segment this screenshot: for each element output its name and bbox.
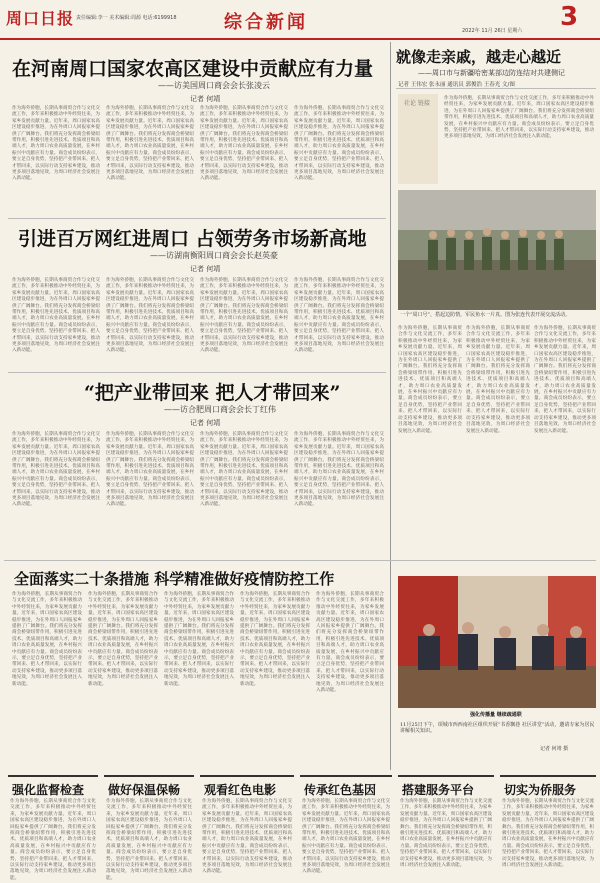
article4-col5: 作为海外侨胞，长期从事商贸合作与文化交流工作，多年来积极推动中外经贸往来，为家乡发展贡献力量。近年来，周口国家农高区建设稳步推进，为在外周口人回报家乡提供了广阔舞台。我们将充分发挥商会桥梁纽带作用，积极引进先进技术、优质项目和高端人才，助力周口农业高质量发展，在乡村振兴中贡献应有力量。商会成员纷纷表示，要立足自身优势，坚持把产业带回来、把人才带回来，以实际行动支持家乡建设，推动更多项目落地见效，为周口经济社会发展注入新动能。 bbox=[316, 592, 384, 694]
article4-col3: 作为海外侨胞，长期从事商贸合作与文化交流工作，多年来积极推动中外经贸往来，为家乡发展贡献力量。近年来，周口国家农高区建设稳步推进，为在外周口人回报家乡提供了广阔舞台。我们将充分发挥商会桥梁纽带作用，积极引进先进技术、优质项目和高端人才，助力周口农业高质量发展，在乡村振兴中贡献应有力量。商会成员纷纷表示，要立足自身优势，坚持把产业带回来、把人才带回来，以实际行动支持家乡建设，推动更多项目落地见效，为周口经济社会发展注入新动能。 bbox=[164, 592, 234, 687]
article1-col4: 作为海外侨胞，长期从事商贸合作与文化交流工作，多年来积极推动中外经贸往来，为家乡发展贡献力量。近年来，周口国家农高区建设稳步推进，为在外周口人回报家乡提供了广阔舞台。我们将充分发挥商会桥梁纽带作用，积极引进先进技术、优质项目和高端人才，助力周口农业高质量发展，在乡村振兴中贡献应有力量。商会成员纷纷表示，要立足自身优势，坚持把产业带回来、把人才带回来，以实际行动支持家乡建设，推动更多项目落地见效，为周口经济社会发展注入新动能。 bbox=[294, 106, 384, 182]
article2-byline: 记者 何靖 bbox=[190, 265, 221, 273]
article3-col1: 作为海外侨胞，长期从事商贸合作与文化交流工作，多年来积极推动中外经贸往来，为家乡发展贡献力量。近年来，周口国家农高区建设稳步推进，为在外周口人回报家乡提供了广阔舞台。我们将充分发挥商会桥梁纽带作用，积极引进先进技术、优质项目和高端人才，助力周口农业高质量发展，在乡村振兴中贡献应有力量。商会成员纷纷表示，要立足自身优势，坚持把产业带回来、把人才带回来，以实际行动支持家乡建设，推动更多项目落地见效，为周口经济社会发展注入新动能。 bbox=[12, 432, 100, 508]
article1-col1: 作为海外侨胞，长期从事商贸合作与文化交流工作，多年来积极推动中外经贸往来，为家乡发展贡献力量。近年来，周口国家农高区建设稳步推进，为在外周口人回报家乡提供了广阔舞台。我们将充分发挥商会桥梁纽带作用，积极引进先进技术、优质项目和高端人才，助力周口农业高质量发展，在乡村振兴中贡献应有力量。商会成员纷纷表示，要立足自身优势，坚持把产业带回来、把人才带回来，以实际行动支持家乡建设，推动更多项目落地见效，为周口经济社会发展注入新动能。 bbox=[12, 106, 100, 182]
sidebar-label-box bbox=[398, 94, 438, 184]
divider bbox=[8, 218, 386, 219]
article3-col3: 作为海外侨胞，长期从事商贸合作与文化交流工作，多年来积极推动中外经贸往来，为家乡发展贡献力量。近年来，周口国家农高区建设稳步推进，为在外周口人回报家乡提供了广阔舞台。我们将充分发挥商会桥梁纽带作用，积极引进先进技术、优质项目和高端人才，助力周口农业高质量发展，在乡村振兴中贡献应有力量。商会成员纷纷表示，要立足自身优势，坚持把产业带回来、把人才带回来，以实际行动支持家乡建设，推动更多项目落地见效，为周口经济社会发展注入新动能。 bbox=[200, 432, 288, 508]
page-number: 3 bbox=[560, 2, 579, 32]
article2-title: 引进百万网红进周口 占领劳务市场新高地 bbox=[18, 228, 367, 250]
sidebar-title: 就像走亲戚，越走心越近 bbox=[396, 48, 562, 66]
bottom-text-4: 作为海外侨胞，长期从事商贸合作与文化交流工作，多年来积极推动中外经贸往来，为家乡发展贡献力量。近年来，周口国家农高区建设稳步推进，为在外周口人回报家乡提供了广阔舞台。我们将充分发挥商会桥梁纽带作用，积极引进先进技术、优质项目和高端人才，助力周口农业高质量发展，在乡村振兴中贡献应有力量。商会成员纷纷表示，要立足自身优势，坚持把产业带回来、把人才带回来，以实际行动支持家乡建设，推动更多项目落地见效，为周口经济社会发展注入新动能。 bbox=[302, 799, 390, 875]
sidebar-col1: 作为海外侨胞，长期从事商贸合作与文化交流工作，多年来积极推动中外经贸往来，为家乡发展贡献力量。近年来，周口国家农高区建设稳步推进，为在外周口人回报家乡提供了广阔舞台。我们将充分发挥商会桥梁纽带作用，积极引进先进技术、优质项目和高端人才，助力周口农业高质量发展，在乡村振兴中贡献应有力量。商会成员纷纷表示，要立足自身优势，坚持把产业带回来、把人才带回来，以实际行动支持家乡建设，推动更多项目落地见效，为周口经济社会发展注入新动能。 bbox=[398, 326, 462, 434]
bottom-text-3: 作为海外侨胞，长期从事商贸合作与文化交流工作，多年来积极推动中外经贸往来，为家乡发展贡献力量。近年来，周口国家农高区建设稳步推进，为在外周口人回报家乡提供了广阔舞台。我们将充分发挥商会桥梁纽带作用，积极引进先进技术、优质项目和高端人才，助力周口农业高质量发展，在乡村振兴中贡献应有力量。商会成员纷纷表示，要立足自身优势，坚持把产业带回来、把人才带回来，以实际行动支持家乡建设，推动更多项目落地见效，为周口经济社会发展注入新动能。 bbox=[202, 799, 292, 875]
article3-title: “把产业带回来 把人才带回来” bbox=[84, 382, 341, 404]
article3-col2: 作为海外侨胞，长期从事商贸合作与文化交流工作，多年来积极推动中外经贸往来，为家乡发展贡献力量。近年来，周口国家农高区建设稳步推进，为在外周口人回报家乡提供了广阔舞台。我们将充分发挥商会桥梁纽带作用，积极引进先进技术、优质项目和高端人才，助力周口农业高质量发展，在乡村振兴中贡献应有力量。商会成员纷纷表示，要立足自身优势，坚持把产业带回来、把人才带回来，以实际行动支持家乡建设，推动更多项目落地见效，为周口经济社会发展注入新动能。 bbox=[106, 432, 194, 508]
sidebar-col3: 作为海外侨胞，长期从事商贸合作与文化交流工作，多年来积极推动中外经贸往来，为家乡发展贡献力量。近年来，周口国家农高区建设稳步推进，为在外周口人回报家乡提供了广阔舞台。我们将充分发挥商会桥梁纽带作用，积极引进先进技术、优质项目和高端人才，助力周口农业高质量发展，在乡村振兴中贡献应有力量。商会成员纷纷表示，要立足自身优势，坚持把产业带回来、把人才带回来，以实际行动支持家乡建设，推动更多项目落地见效，为周口经济社会发展注入新动能。 bbox=[534, 326, 596, 434]
sidebar-subtitle: ——周口市与新疆哈密某部边防连结对共建侧记 bbox=[418, 69, 565, 77]
bottom-article-6 bbox=[500, 775, 596, 881]
bottom-article-1 bbox=[8, 775, 98, 881]
sidebar-photo2-credit: 记者 何靖 摄 bbox=[540, 746, 569, 752]
article1-col2: 作为海外侨胞，长期从事商贸合作与文化交流工作，多年来积极推动中外经贸往来，为家乡发展贡献力量。近年来，周口国家农高区建设稳步推进，为在外周口人回报家乡提供了广阔舞台。我们将充分发挥商会桥梁纽带作用，积极引进先进技术、优质项目和高端人才，助力周口农业高质量发展，在乡村振兴中贡献应有力量。商会成员纷纷表示，要立足自身优势，坚持把产业带回来、把人才带回来，以实际行动支持家乡建设，推动更多项目落地见效，为周口经济社会发展注入新动能。 bbox=[106, 106, 194, 182]
section-title: 综合新闻 bbox=[224, 12, 308, 33]
article4-col1: 作为海外侨胞，长期从事商贸合作与文化交流工作，多年来积极推动中外经贸往来，为家乡发展贡献力量。近年来，周口国家农高区建设稳步推进，为在外周口人回报家乡提供了广阔舞台。我们将充分发挥商会桥梁纽带作用，积极引进先进技术、优质项目和高端人才，助力周口农业高质量发展，在乡村振兴中贡献应有力量。商会成员纷纷表示，要立足自身优势，坚持把产业带回来、把人才带回来，以实际行动支持家乡建设，推动更多项目落地见效，为周口经济社会发展注入新动能。 bbox=[12, 592, 82, 687]
article1-subtitle: ——访美国周口商会会长张凌云 bbox=[158, 81, 270, 90]
bottom-article-5 bbox=[398, 775, 494, 881]
bottom-article-2 bbox=[104, 775, 194, 881]
bottom-text-2: 作为海外侨胞，长期从事商贸合作与文化交流工作，多年来积极推动中外经贸往来，为家乡发展贡献力量。近年来，周口国家农高区建设稳步推进，为在外周口人回报家乡提供了广阔舞台。我们将充分发挥商会桥梁纽带作用，积极引进先进技术、优质项目和高端人才，助力周口农业高质量发展，在乡村振兴中贡献应有力量。商会成员纷纷表示，要立足自身优势，坚持把产业带回来、把人才带回来，以实际行动支持家乡建设，推动更多项目落地见效，为周口经济社会发展注入新动能。 bbox=[106, 799, 192, 881]
bottom-title-3: 观看红色电影 bbox=[204, 783, 277, 797]
bottom-text-1: 作为海外侨胞，长期从事商贸合作与文化交流工作，多年来积极推动中外经贸往来，为家乡发展贡献力量。近年来，周口国家农高区建设稳步推进，为在外周口人回报家乡提供了广阔舞台。我们将充分发挥商会桥梁纽带作用，积极引进先进技术、优质项目和高端人才，助力周口农业高质量发展，在乡村振兴中贡献应有力量。商会成员纷纷表示，要立足自身优势，坚持把产业带回来、把人才带回来，以实际行动支持家乡建设，推动更多项目落地见效，为周口经济社会发展注入新动能。 bbox=[10, 799, 96, 881]
bottom-text-5: 作为海外侨胞，长期从事商贸合作与文化交流工作，多年来积极推动中外经贸往来，为家乡发展贡献力量。近年来，周口国家农高区建设稳步推进，为在外周口人回报家乡提供了广阔舞台。我们将充分发挥商会桥梁纽带作用，积极引进先进技术、优质项目和高端人才，助力周口农业高质量发展，在乡村振兴中贡献应有力量。商会成员纷纷表示，要立足自身优势，坚持把产业带回来、把人才带回来，以实际行动支持家乡建设，推动更多项目落地见效，为周口经济社会发展注入新动能。 bbox=[400, 799, 492, 869]
sidebar-byline: 记者 王伟宏 张永丽 通讯员 郭俊浩 王春光 文/图 bbox=[398, 82, 515, 88]
sidebar-intro-rule bbox=[396, 88, 596, 90]
bottom-title-6: 切实为侨服务 bbox=[504, 783, 577, 797]
sidebar-photo-classroom bbox=[398, 576, 596, 708]
article2-col1: 作为海外侨胞，长期从事商贸合作与文化交流工作，多年来积极推动中外经贸往来，为家乡发展贡献力量。近年来，周口国家农高区建设稳步推进，为在外周口人回报家乡提供了广阔舞台。我们将充分发挥商会桥梁纽带作用，积极引进先进技术、优质项目和高端人才，助力周口农业高质量发展，在乡村振兴中贡献应有力量。商会成员纷纷表示，要立足自身优势，坚持把产业带回来、把人才带回来，以实际行动支持家乡建设，推动更多项目落地见效，为周口经济社会发展注入新动能。 bbox=[12, 278, 100, 354]
sidebar-label: 社论 链接 bbox=[404, 100, 430, 107]
article2-col3: 作为海外侨胞，长期从事商贸合作与文化交流工作，多年来积极推动中外经贸往来，为家乡发展贡献力量。近年来，周口国家农高区建设稳步推进，为在外周口人回报家乡提供了广阔舞台。我们将充分发挥商会桥梁纽带作用，积极引进先进技术、优质项目和高端人才，助力周口农业高质量发展，在乡村振兴中贡献应有力量。商会成员纷纷表示，要立足自身优势，坚持把产业带回来、把人才带回来，以实际行动支持家乡建设，推动更多项目落地见效，为周口经济社会发展注入新动能。 bbox=[200, 278, 288, 354]
article2-col4: 作为海外侨胞，长期从事商贸合作与文化交流工作，多年来积极推动中外经贸往来，为家乡发展贡献力量。近年来，周口国家农高区建设稳步推进，为在外周口人回报家乡提供了广阔舞台。我们将充分发挥商会桥梁纽带作用，积极引进先进技术、优质项目和高端人才，助力周口农业高质量发展，在乡村振兴中贡献应有力量。商会成员纷纷表示，要立足自身优势，坚持把产业带回来、把人才带回来，以实际行动支持家乡建设，推动更多项目落地见效，为周口经济社会发展注入新动能。 bbox=[294, 278, 384, 354]
bottom-title-2: 做好保温保畅 bbox=[108, 783, 181, 797]
masthead bbox=[0, 0, 600, 40]
divider bbox=[8, 372, 386, 373]
sidebar-photo2-caption: 11月25日下午，项城市西西南社区组织开展“书香飘巷 社区讲堂”活动，邀请专家为居民讲解相关知识。 bbox=[400, 722, 595, 734]
bottom-title-5: 搭建服务平台 bbox=[402, 783, 475, 797]
bottom-article-3 bbox=[200, 775, 294, 881]
sidebar-photo2-tag: 强化传播量 继续疏通联 bbox=[470, 712, 522, 718]
article3-subtitle: ——访合肥周口商会会长丁红伟 bbox=[164, 405, 276, 414]
article1-byline: 记者 何靖 bbox=[190, 95, 221, 103]
newspaper-logo: 周口日报 bbox=[6, 9, 75, 28]
bottom-article-4 bbox=[300, 775, 392, 881]
article2-subtitle: ——访湖南衡阳周口商会会长赵英豪 bbox=[150, 251, 278, 260]
article4-col4: 作为海外侨胞，长期从事商贸合作与文化交流工作，多年来积极推动中外经贸往来，为家乡发展贡献力量。近年来，周口国家农高区建设稳步推进，为在外周口人回报家乡提供了广阔舞台。我们将充分发挥商会桥梁纽带作用，积极引进先进技术、优质项目和高端人才，助力周口农业高质量发展，在乡村振兴中贡献应有力量。商会成员纷纷表示，要立足自身优势，坚持把产业带回来、把人才带回来，以实际行动支持家乡建设，推动更多项目落地见效，为周口经济社会发展注入新动能。 bbox=[240, 592, 310, 687]
column-divider bbox=[390, 42, 391, 770]
article4-col2: 作为海外侨胞，长期从事商贸合作与文化交流工作，多年来积极推动中外经贸往来，为家乡发展贡献力量。近年来，周口国家农高区建设稳步推进，为在外周口人回报家乡提供了广阔舞台。我们将充分发挥商会桥梁纽带作用，积极引进先进技术、优质项目和高端人才，助力周口农业高质量发展，在乡村振兴中贡献应有力量。商会成员纷纷表示，要立足自身优势，坚持把产业带回来、把人才带回来，以实际行动支持家乡建设，推动更多项目落地见效，为周口经济社会发展注入新动能。 bbox=[88, 592, 158, 687]
sidebar-photo1-caption: 一个“周口号”，搭起边防情，军民鱼水一片真。图为张连代表开展交流活动。 bbox=[400, 312, 571, 318]
sidebar-intro: 作为海外侨胞，长期从事商贸合作与文化交流工作，多年来积极推动中外经贸往来，为家乡发展贡献力量。近年来，周口国家农高区建设稳步推进，为在外周口人回报家乡提供了广阔舞台。我们将充分发挥商会桥梁纽带作用，积极引进先进技术、优质项目和高端人才，助力周口农业高质量发展，在乡村振兴中贡献应有力量。商会成员纷纷表示，要立足自身优势，坚持把产业带回来、把人才带回来，以实际行动支持家乡建设，推动更多项目落地见效，为周口经济社会发展注入新动能。 bbox=[444, 96, 594, 140]
dateline: 2022年 11月 26日 星期六 bbox=[462, 28, 523, 34]
article3-col4: 作为海外侨胞，长期从事商贸合作与文化交流工作，多年来积极推动中外经贸往来，为家乡发展贡献力量。近年来，周口国家农高区建设稳步推进，为在外周口人回报家乡提供了广阔舞台。我们将充分发挥商会桥梁纽带作用，积极引进先进技术、优质项目和高端人才，助力周口农业高质量发展，在乡村振兴中贡献应有力量。商会成员纷纷表示，要立足自身优势，坚持把产业带回来、把人才带回来，以实际行动支持家乡建设，推动更多项目落地见效，为周口经济社会发展注入新动能。 bbox=[294, 432, 384, 508]
article4-title: 全面落实二十条措施 科学精准做好疫情防控工作 bbox=[14, 570, 335, 588]
article1-col3: 作为海外侨胞，长期从事商贸合作与文化交流工作，多年来积极推动中外经贸往来，为家乡发展贡献力量。近年来，周口国家农高区建设稳步推进，为在外周口人回报家乡提供了广阔舞台。我们将充分发挥商会桥梁纽带作用，积极引进先进技术、优质项目和高端人才，助力周口农业高质量发展，在乡村振兴中贡献应有力量。商会成员纷纷表示，要立足自身优势，坚持把产业带回来、把人才带回来，以实际行动支持家乡建设，推动更多项目落地见效，为周口经济社会发展注入新动能。 bbox=[200, 106, 288, 182]
bottom-text-6: 作为海外侨胞，长期从事商贸合作与文化交流工作，多年来积极推动中外经贸往来，为家乡发展贡献力量。近年来，周口国家农高区建设稳步推进，为在外周口人回报家乡提供了广阔舞台。我们将充分发挥商会桥梁纽带作用，积极引进先进技术、优质项目和高端人才，助力周口农业高质量发展，在乡村振兴中贡献应有力量。商会成员纷纷表示，要立足自身优势，坚持把产业带回来、把人才带回来，以实际行动支持家乡建设，推动更多项目落地见效，为周口经济社会发展注入新动能。 bbox=[502, 799, 594, 869]
bottom-title-4: 传承红色基因 bbox=[304, 783, 377, 797]
editor-line: 责任编辑:李一 美术编辑:周源 电话:6199918 bbox=[76, 15, 177, 21]
sidebar-col2: 作为海外侨胞，长期从事商贸合作与文化交流工作，多年来积极推动中外经贸往来，为家乡发展贡献力量。近年来，周口国家农高区建设稳步推进，为在外周口人回报家乡提供了广阔舞台。我们将充分发挥商会桥梁纽带作用，积极引进先进技术、优质项目和高端人才，助力周口农业高质量发展，在乡村振兴中贡献应有力量。商会成员纷纷表示，要立足自身优势，坚持把产业带回来、把人才带回来，以实际行动支持家乡建设，推动更多项目落地见效，为周口经济社会发展注入新动能。 bbox=[466, 326, 530, 434]
article2-col2: 作为海外侨胞，长期从事商贸合作与文化交流工作，多年来积极推动中外经贸往来，为家乡发展贡献力量。近年来，周口国家农高区建设稳步推进，为在外周口人回报家乡提供了广阔舞台。我们将充分发挥商会桥梁纽带作用，积极引进先进技术、优质项目和高端人才，助力周口农业高质量发展，在乡村振兴中贡献应有力量。商会成员纷纷表示，要立足自身优势，坚持把产业带回来、把人才带回来，以实际行动支持家乡建设，推动更多项目落地见效，为周口经济社会发展注入新动能。 bbox=[106, 278, 194, 354]
sidebar-photo-soldiers bbox=[398, 190, 596, 310]
article3-byline: 记者 何靖 bbox=[190, 419, 221, 427]
article1-title: 在河南周口国家农高区建设中贡献应有力量 bbox=[12, 58, 374, 80]
bottom-title-1: 强化监督检查 bbox=[12, 783, 85, 797]
